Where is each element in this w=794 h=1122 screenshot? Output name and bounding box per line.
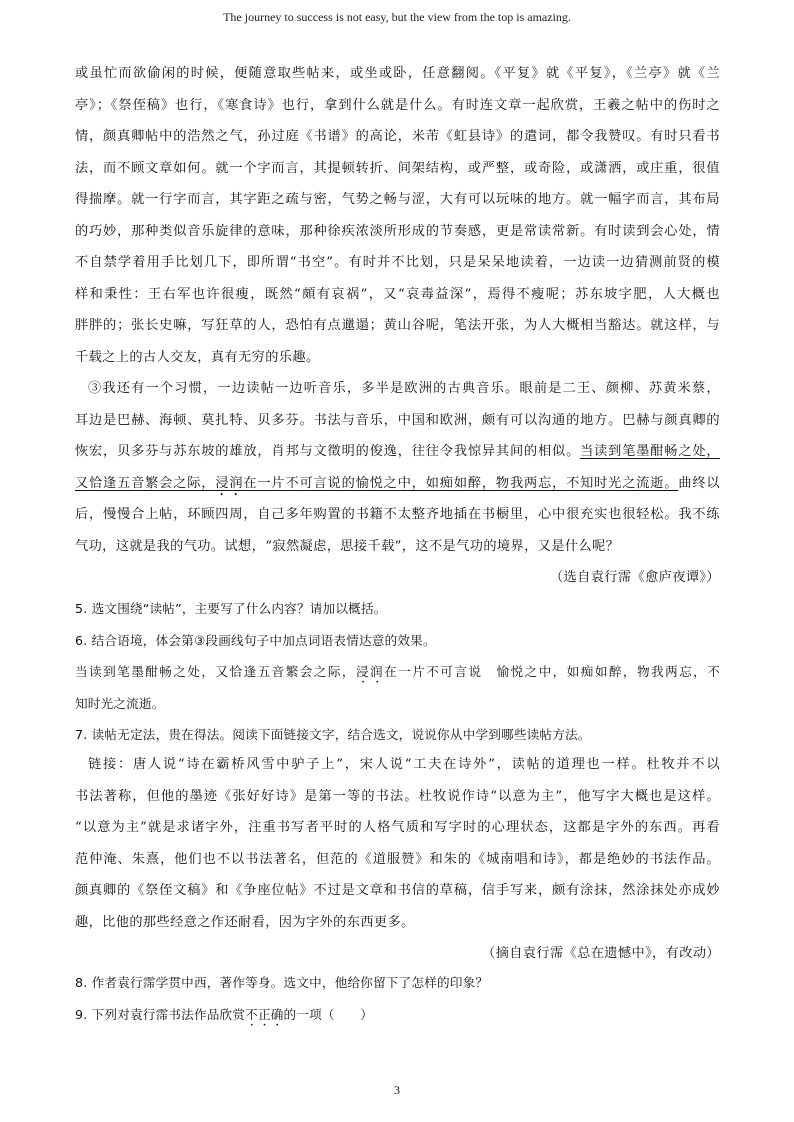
passage-line: 胖胖的；张长史嘛，写狂草的人，恐怕有点邋遢；黄山谷呢，笔法开张，为人大概相当豁达。就这样，与 <box>75 318 720 333</box>
passage-paragraph-3 <box>75 373 720 594</box>
passage-line: 得揣摩。就一行字而言，其字距之疏与密，气势之畅与涩，大有可以玩味的地方。就一幅字而言，其布局 <box>75 192 720 207</box>
quote-text: 在一片不可言说 愉悦之中，如痴如醉，物我两忘，不 <box>384 664 720 679</box>
passage-line: 气功，这就是我的气功。试想，“寂然凝虑，思接千载”，这不是气功的境界，又是什么呢？ <box>75 538 620 554</box>
link-line: 书法著称，但他的墨迹《张好好诗》是第一等的书法。杜牧说作诗“以意为主”，他写字大概也是这样。 <box>75 788 720 804</box>
question-9-text: 9. 下列对袁行霈书法作品欣赏 <box>75 1006 246 1022</box>
link-source: （摘自袁行霈《总在遗憾中》，有改动） <box>482 946 720 961</box>
passage-line: 亭》；《祭侄稿》也行，《寒食诗》也行，拿到什么就是什么。有时连文章一起欣赏，王羲之帖中的伤时之 <box>75 97 720 113</box>
question-5: 5. 选文围绕“读帖”，主要写了什么内容？请加以概括。 <box>75 601 387 616</box>
quote-text: 当读到笔墨酣畅之处，又恰逢五音繁会之际， <box>75 664 356 679</box>
link-line: 趣，比他的那些经意之作还耐看，因为字外的东西更多。 <box>75 914 415 930</box>
question-6-quote <box>75 656 720 688</box>
link-line: 范仲淹、朱熹，他们也不以书法著名，但范的《道服赞》和朱的《城南唱和诗》，都是绝妙的书法作品。 <box>75 851 720 867</box>
question-9-text: 的一项（ ） <box>283 1006 374 1022</box>
passage-line: 法，而不顾文章如何。就一个字而言，其提顿转折、间架结构，或严整，或奇险，或潇洒，或庄重，很值 <box>75 160 720 176</box>
link-line: “以意为主”就是求诸字外，注重书写者平时的人格气质和写字时的心理状态，这都是字外的东西。再看 <box>75 820 720 835</box>
passage-line: 耳边是巴赫、海顿、莫扎特、贝多芬。书法与音乐，中国和欧洲，颇有可以沟通的地方。巴赫与颜真卿的 <box>75 412 720 428</box>
question-8: 8. 作者袁行霈学贯中西，著作等身。选文中，他给你留下了怎样的印象？ <box>75 975 489 990</box>
passage-line: ③我还有一个习惯，一边读帖一边听音乐，多半是欧洲的古典音乐。眼前是二王、颜柳、苏黄米蔡， <box>88 381 720 396</box>
question-6: 6. 结合语境，体会第③段画线句子中加点词语表情达意的效果。 <box>75 632 436 648</box>
passage-line: 后，慢慢合上帖，环顾四周，自己多年购置的书籍不太整齐地插在书橱里，心中很充实也很轻松。我不练 <box>75 507 720 522</box>
questions-5-7 <box>75 593 720 751</box>
dotted-word: 不正确 <box>245 1006 284 1022</box>
page-number: 3 <box>394 1083 400 1097</box>
question-9 <box>75 999 720 1031</box>
passage-paragraph-2 <box>75 58 720 373</box>
link-line: 颜真卿的《祭侄文稿》和《争座位帖》不过是文章和书信的草稿，信手写来，颇有涂抹，然涂抹处亦成妙 <box>75 883 720 898</box>
passage-line: 情，颜真卿帖中的浩然之气，孙过庭《书谱》的高论，米芾《虹县诗》的遣词，都令我赞叹。有时只看书 <box>75 129 720 144</box>
passage-line: 千载之上的古人交友，真有无穷的乐趣。 <box>75 349 320 365</box>
passage-line <box>75 436 720 468</box>
passage-source: （选自袁行霈《愈庐夜谭》） <box>549 570 720 585</box>
underlined-sentence: 当读到笔墨酣畅之处， <box>580 444 720 459</box>
underlined-sentence: 在一片不可言说的愉悦之中，如痴如醉，物我两忘，不知时光之流逝。 <box>243 475 679 491</box>
question-6-quote-end: 知时光之流逝。 <box>75 695 165 711</box>
passage-line <box>75 468 720 500</box>
passage-line: 样和秉性：王右军也许很瘦，既然“頗有哀祸”，又“哀毒益深”，焉得不瘦呢；苏东坡字肥，人大概也 <box>75 286 720 302</box>
passage-line: 或虽忙而欲偷闲的时候，便随意取些帖来，或坐或卧，任意翻阅。《平复》就《平复》，《兰亭》就《兰 <box>75 66 720 81</box>
passage-text: 恢宏，贝多芬与苏东坡的雄放，肖邦与文徵明的俊逸，往往令我惊异其间的相似。 <box>75 444 581 459</box>
underlined-sentence: 又恰逢五音繁会之际， <box>75 475 216 491</box>
dotted-word: 浸润 <box>355 664 385 679</box>
passage-text: 曲终以 <box>678 475 720 491</box>
link-passage <box>75 749 720 970</box>
link-line: 链接：唐人说“诗在霸桥风雪中驴子上”，宋人说“工夫在诗外”，读帖的道理也一样。杜牧并不以 <box>88 757 720 772</box>
dotted-word: 浸润 <box>215 475 244 491</box>
passage-line: 的巧妙，那种类似音乐旋律的意味，那种徐疾浓淡所形成的节奏感，更是常读常新。有时读到会心处，情 <box>75 223 720 239</box>
passage-line: 不自禁学着用手比划几下，即所谓“书空”。有时并不比划，只是呆呆地读着，一边读一边猜测前贤的模 <box>75 255 720 270</box>
page-header-motto: The journey to success is not easy, but the view from the top is amazing. <box>223 10 571 24</box>
questions-8-9 <box>75 967 720 1030</box>
question-7: 7. 读帖无定法，贵在得法。阅读下面链接文字，结合选文，说说你从中学到哪些读帖方法。 <box>75 727 591 742</box>
